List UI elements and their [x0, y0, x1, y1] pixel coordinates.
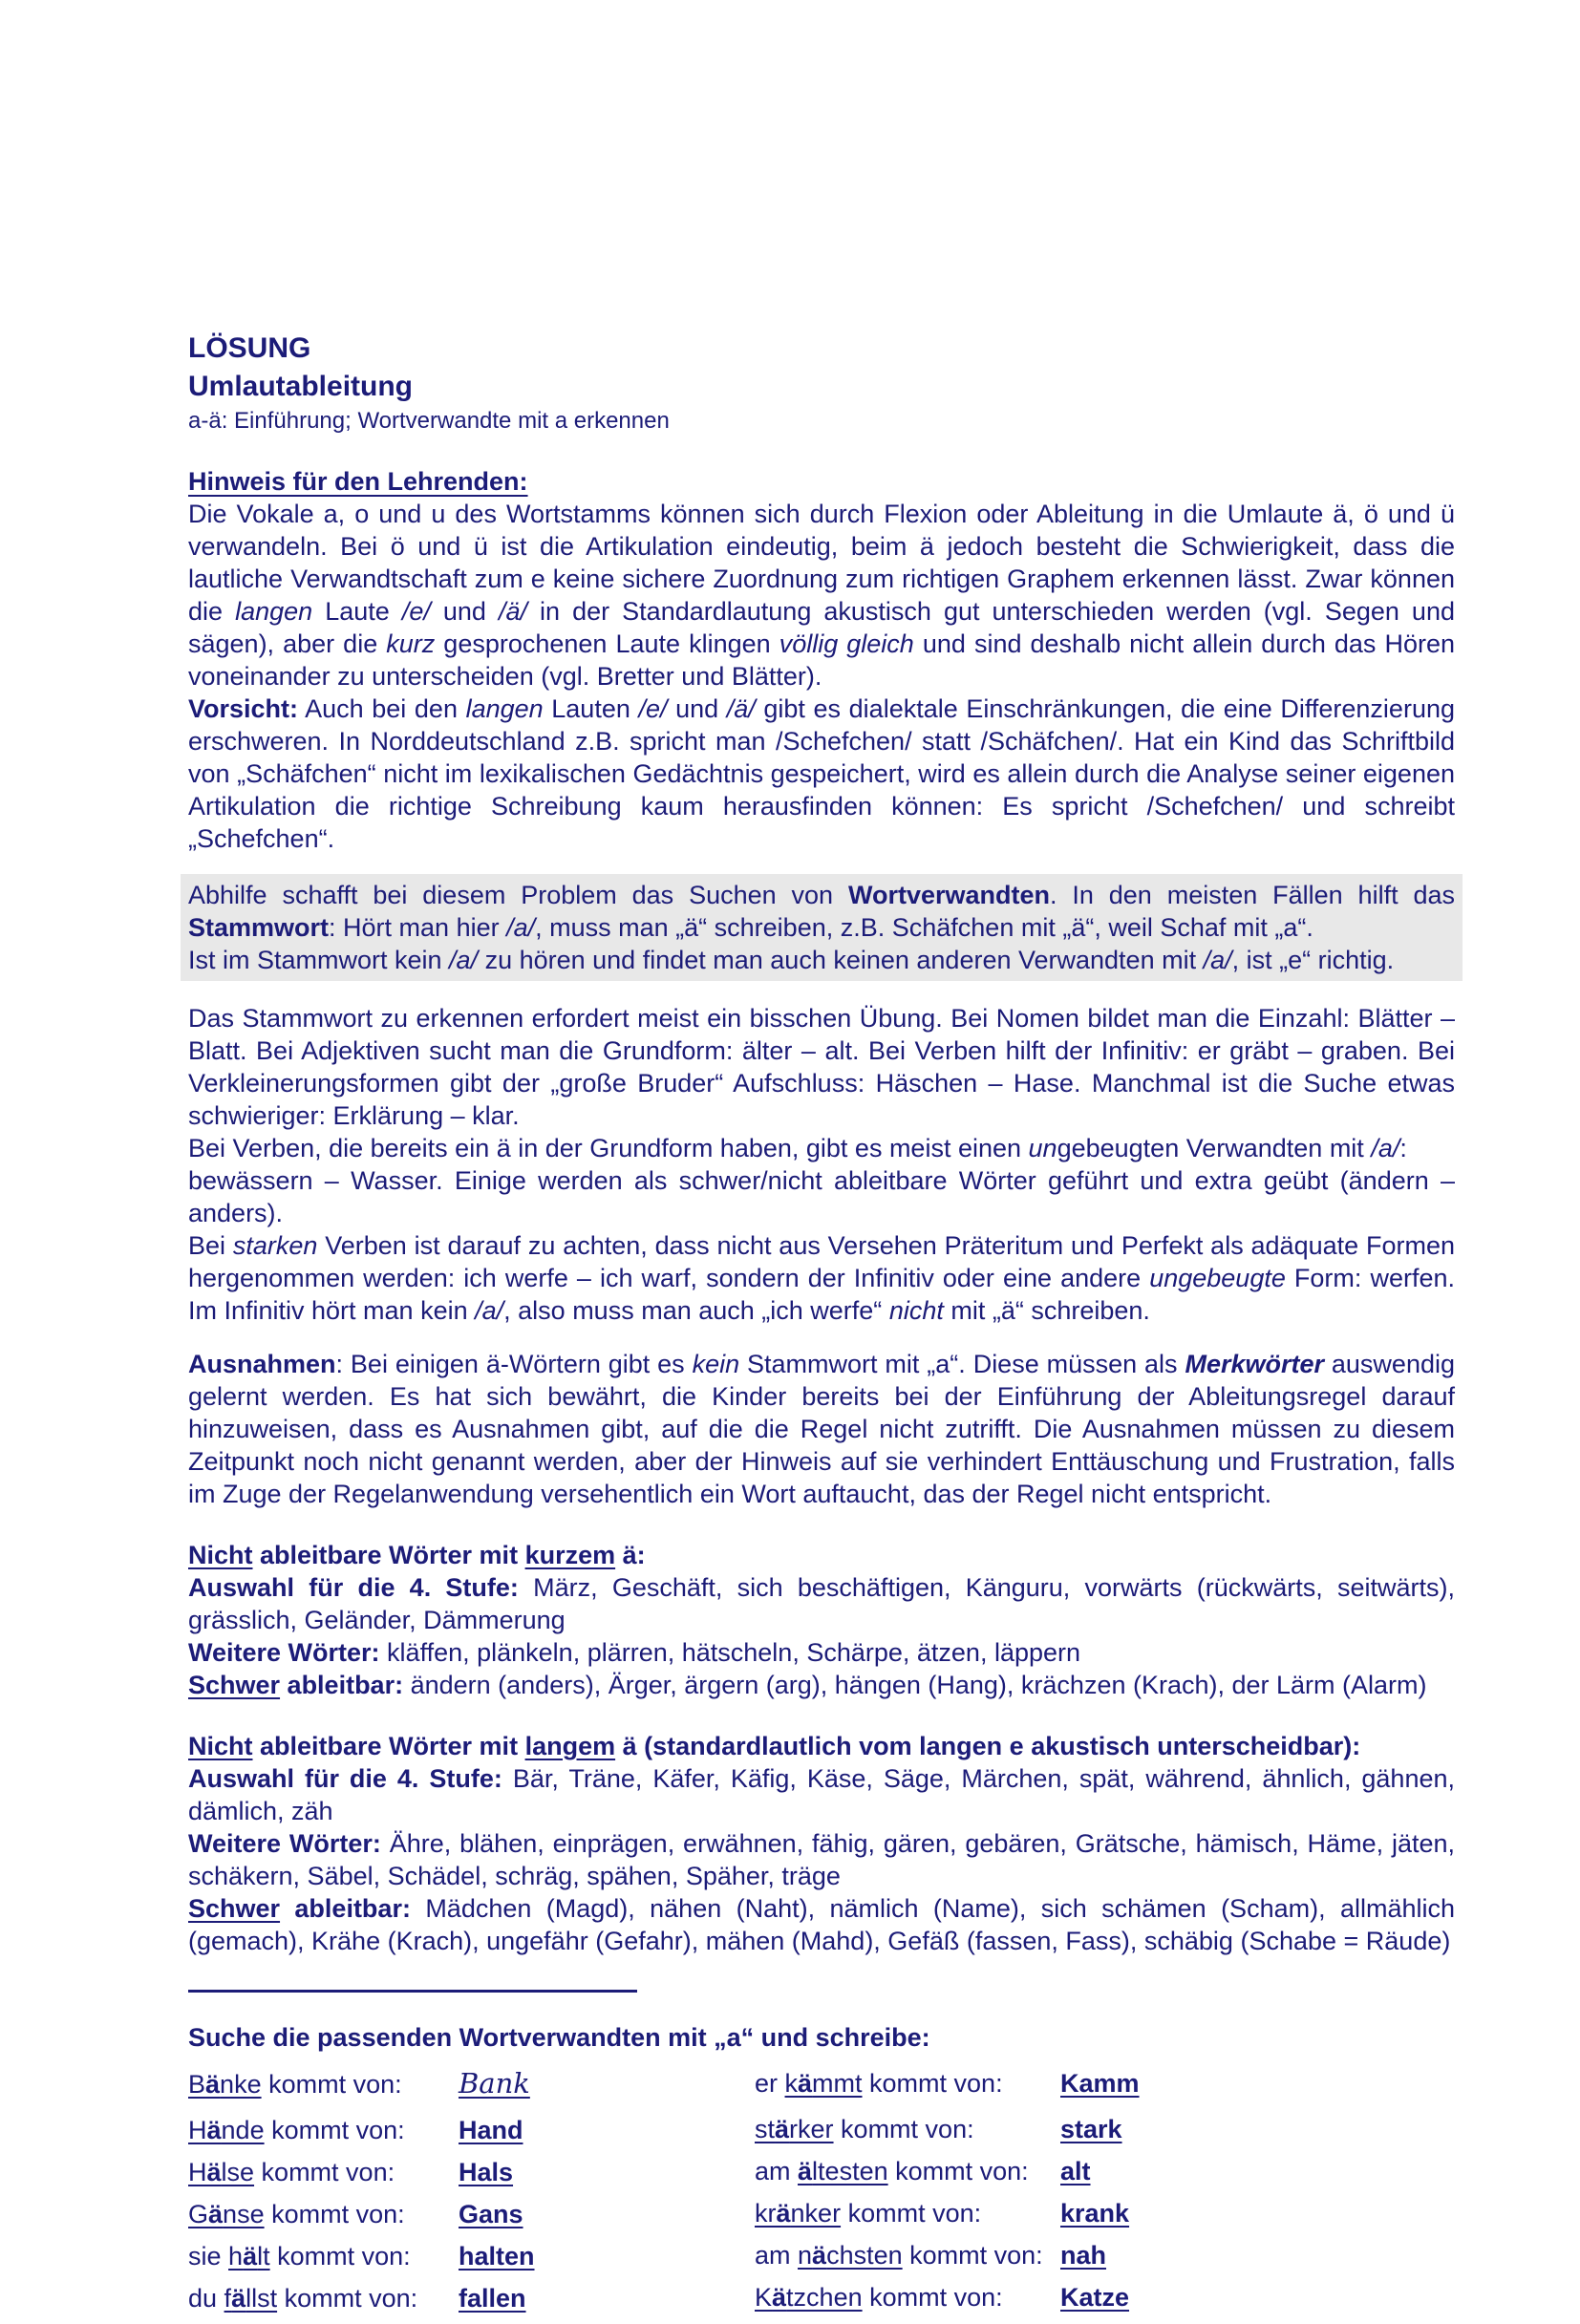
wordlist-lang-heading: Nicht ableitbare Wörter mit langem ä (standardlautlich vom langen e akustisch unterscheidbar):	[188, 1732, 1361, 1760]
rule-highlight-box	[181, 874, 1463, 981]
stammwort-paragraph-1: Das Stammwort zu erkennen erfordert meist ein bisschen Übung. Bei Nomen bildet man die Einzahl: Blätter – Blatt. Bei Adjektiven sucht man die Grundform: älter – alt. Bei Verben hilft der Infinitiv: er gräbt – graben. Bei Verkleinerungsformen gibt der „große Bruder“ Aufschluss: Häschen – Hase. Manchmal ist die Suche etwas schwieriger: Erklärung – klar.	[188, 1004, 1455, 1130]
exercise-prompt: er kämmt kommt von:	[755, 2069, 1003, 2098]
wordlist-lang-weitere: Weitere Wörter: Ähre, blähen, einprägen, erwähnen, fähig, gären, gebären, Grätsche, hämisch, Häme, jäten, schäkern, Säbel, Schädel, schräg, spähen, Späher, träge	[188, 1829, 1455, 1890]
page-title: LÖSUNG	[188, 332, 311, 364]
exercise-answer: Hand	[459, 2116, 523, 2144]
wordlist-lang-auswahl: Auswahl für die 4. Stufe: Bär, Träne, Käfer, Käfig, Käse, Säge, Märchen, spät, während, ähnlich, gähnen, dämlich, zäh	[188, 1764, 1455, 1825]
exercise-heading: Suche die passenden Wortverwandten mit „a“ und schreibe:	[188, 2023, 930, 2052]
exercise-row	[755, 2067, 1455, 2100]
stammwort-paragraph-3: Bei starken Verben ist darauf zu achten, dass nicht aus Versehen Präteritum und Perfekt als adäquate Formen hergenommen werden: ich werfe – ich warf, sondern der Infinitiv oder eine andere ungebeugte Form: werfen. Im Infinitiv hört man kein /a/, also muss man auch „ich werfe“ nicht mit „ä“ schreiben.	[188, 1231, 1455, 1325]
exercise-row	[755, 2197, 1455, 2229]
exercise-answer: Gans	[459, 2200, 523, 2228]
divider-line	[188, 1990, 637, 1993]
rule-paragraph-2: Ist im Stammwort kein /a/ zu hören und findet man auch keinen anderen Verwandten mit /a/, ist „e“ richtig.	[188, 946, 1395, 974]
exercise-prompt: Hälse kommt von:	[188, 2158, 395, 2186]
exercise-answer: Kamm	[1060, 2069, 1140, 2098]
exercise-answer: Katze	[1060, 2283, 1130, 2312]
exercise-answer: Bank	[459, 2067, 530, 2100]
exercise-prompt: du fällst kommt von:	[188, 2284, 418, 2313]
exercise-prompt: sie hält kommt von:	[188, 2242, 411, 2271]
hint-paragraph-intro: Die Vokale a, o und u des Wortstamms können sich durch Flexion oder Ableitung in die Umlaute ä, ö und ü verwandeln. Bei ö und ü ist die Artikulation eindeutig, beim ä jedoch besteht die Schwierigkeit, dass die lautliche Verwandtschaft zum e keine sichere Zuordnung zum richtigen Graphem erkennen lässt. Zwar können die langen Laute /e/ und /ä/ in der Standardlautung akustisch gut unterschieden werden (vgl. Segen und sägen), aber die kurz gesprochenen Laute klingen völlig gleich und sind deshalb nicht allein durch das Hören voneinander zu unterscheiden (vgl. Bretter und Blätter).	[188, 500, 1455, 691]
exercise-row	[755, 2113, 1455, 2145]
hint-heading: Hinweis für den Lehrenden:	[188, 467, 528, 496]
exercise-prompt: am ältesten kommt von:	[755, 2157, 1029, 2185]
ausnahmen-paragraph: Ausnahmen: Bei einigen ä-Wörtern gibt es kein Stammwort mit „a“. Diese müssen als Merkwörter auswendig gelernt werden. Es hat sich bewährt, die Kinder bereits bei der Einführung der Ableitungsregel darauf hinzuweisen, dass es Ausnahmen gibt, auf die die Regel nicht zutrifft. Die Ausnahmen müssen zu diesem Zeitpunkt noch nicht genannt werden, aber der Hinweis auf sie verhindert Enttäuschung und Frustration, falls im Zuge der Regelanwendung versehentlich ein Wort auftaucht, das der Regel nicht entspricht.	[188, 1350, 1455, 1508]
exercise-answer: alt	[1060, 2157, 1091, 2185]
exercise-row	[188, 2282, 755, 2314]
wordlist-kurz-auswahl: Auswahl für die 4. Stufe: März, Geschäft, sich beschäftigen, Känguru, vorwärts (rückwärts, seitwärts), grässlich, Geländer, Dämmerung	[188, 1573, 1455, 1634]
wordlist-kurz-weitere: Weitere Wörter: kläffen, plänkeln, plärren, hätscheln, Schärpe, ätzen, läppern	[188, 1638, 1081, 1667]
wordlist-kurzes-ae	[188, 1539, 1455, 1701]
exercise-column-right	[755, 2067, 1455, 2324]
exercise-row	[755, 2281, 1455, 2313]
exercise-prompt: Hände kommt von:	[188, 2116, 405, 2144]
exercise-answer: Hals	[459, 2158, 514, 2186]
exercise-prompt: Gänse kommt von:	[188, 2200, 405, 2228]
exercise-prompt: am nächsten kommt von:	[755, 2241, 1043, 2270]
exercise-row	[188, 2156, 755, 2188]
wordlist-kurz-heading: Nicht ableitbare Wörter mit kurzem ä:	[188, 1541, 646, 1569]
hint-paragraph-vorsicht: Vorsicht: Auch bei den langen Lauten /e/ und /ä/ gibt es dialektale Einschränkungen, die eine Differenzierung erschweren. In Norddeutschland z.B. spricht man /Schefchen/ statt /Schäfchen/. Hat ein Kind das Schriftbild von „Schäfchen“ nicht im lexikalischen Gedächtnis gespeichert, wird es allein durch die Analyse seiner eigenen Artikulation die richtige Schreibung kaum herausfinden können: Es spricht /Schefchen/ und schreibt „Schefchen“.	[188, 694, 1455, 853]
page-content	[188, 330, 1455, 2324]
exercise-prompt: Kätzchen kommt von:	[755, 2283, 1003, 2312]
stammwort-block	[188, 1002, 1455, 1327]
exercise-answer: fallen	[459, 2284, 526, 2313]
exercise-row	[188, 2240, 755, 2272]
exercise-row	[755, 2239, 1455, 2271]
exercise-grid	[188, 2067, 1455, 2324]
wordlist-lang-schwer: Schwer ableitbar: Mädchen (Magd), nähen (Naht), nämlich (Name), sich schämen (Scham), allmählich (gemach), Krähe (Krach), ungefähr (Gefahr), mähen (Mahd), Gefäß (fassen, Fass), schäbig (Schabe = Räude)	[188, 1894, 1456, 1955]
exercise-prompt: kränker kommt von:	[755, 2199, 982, 2228]
stammwort-paragraph-2a: Bei Verben, die bereits ein ä in der Grundform haben, gibt es meist einen ungebeugten Verwandten mit /a/:	[188, 1134, 1407, 1162]
exercise-prompt: stärker kommt von:	[755, 2115, 974, 2143]
wordlist-kurz-schwer: Schwer ableitbar: ändern (anders), Ärger, ärgern (arg), hängen (Hang), krächzen (Krach), der Lärm (Alarm)	[188, 1671, 1427, 1699]
exercise-answer: stark	[1060, 2115, 1122, 2143]
exercise-row	[188, 2067, 755, 2100]
exercise-row	[755, 2155, 1455, 2187]
page-subtitle: Umlautableitung	[188, 371, 414, 402]
exercise-column-left	[188, 2067, 755, 2324]
page-tagline: a-ä: Einführung; Wortverwandte mit a erkennen	[188, 408, 670, 434]
exercise-answer: krank	[1060, 2199, 1130, 2228]
exercise-answer: halten	[459, 2242, 535, 2271]
wordlist-langes-ae	[188, 1730, 1455, 1957]
exercise-answer: nah	[1060, 2241, 1107, 2270]
stammwort-paragraph-2b: bewässern – Wasser. Einige werden als schwer/nicht ableitbare Wörter geführt und extra geübt (ändern – anders).	[188, 1166, 1455, 1227]
rule-paragraph-1: Abhilfe schafft bei diesem Problem das Suchen von Wortverwandten. In den meisten Fällen hilft das Stammwort: Hört man hier /a/, muss man „ä“ schreiben, z.B. Schäfchen mit „ä“, weil Schaf mit „a“.	[188, 881, 1455, 942]
exercise-row	[188, 2114, 755, 2146]
exercise-prompt: Bänke kommt von:	[188, 2070, 402, 2099]
exercise-row	[188, 2198, 755, 2230]
